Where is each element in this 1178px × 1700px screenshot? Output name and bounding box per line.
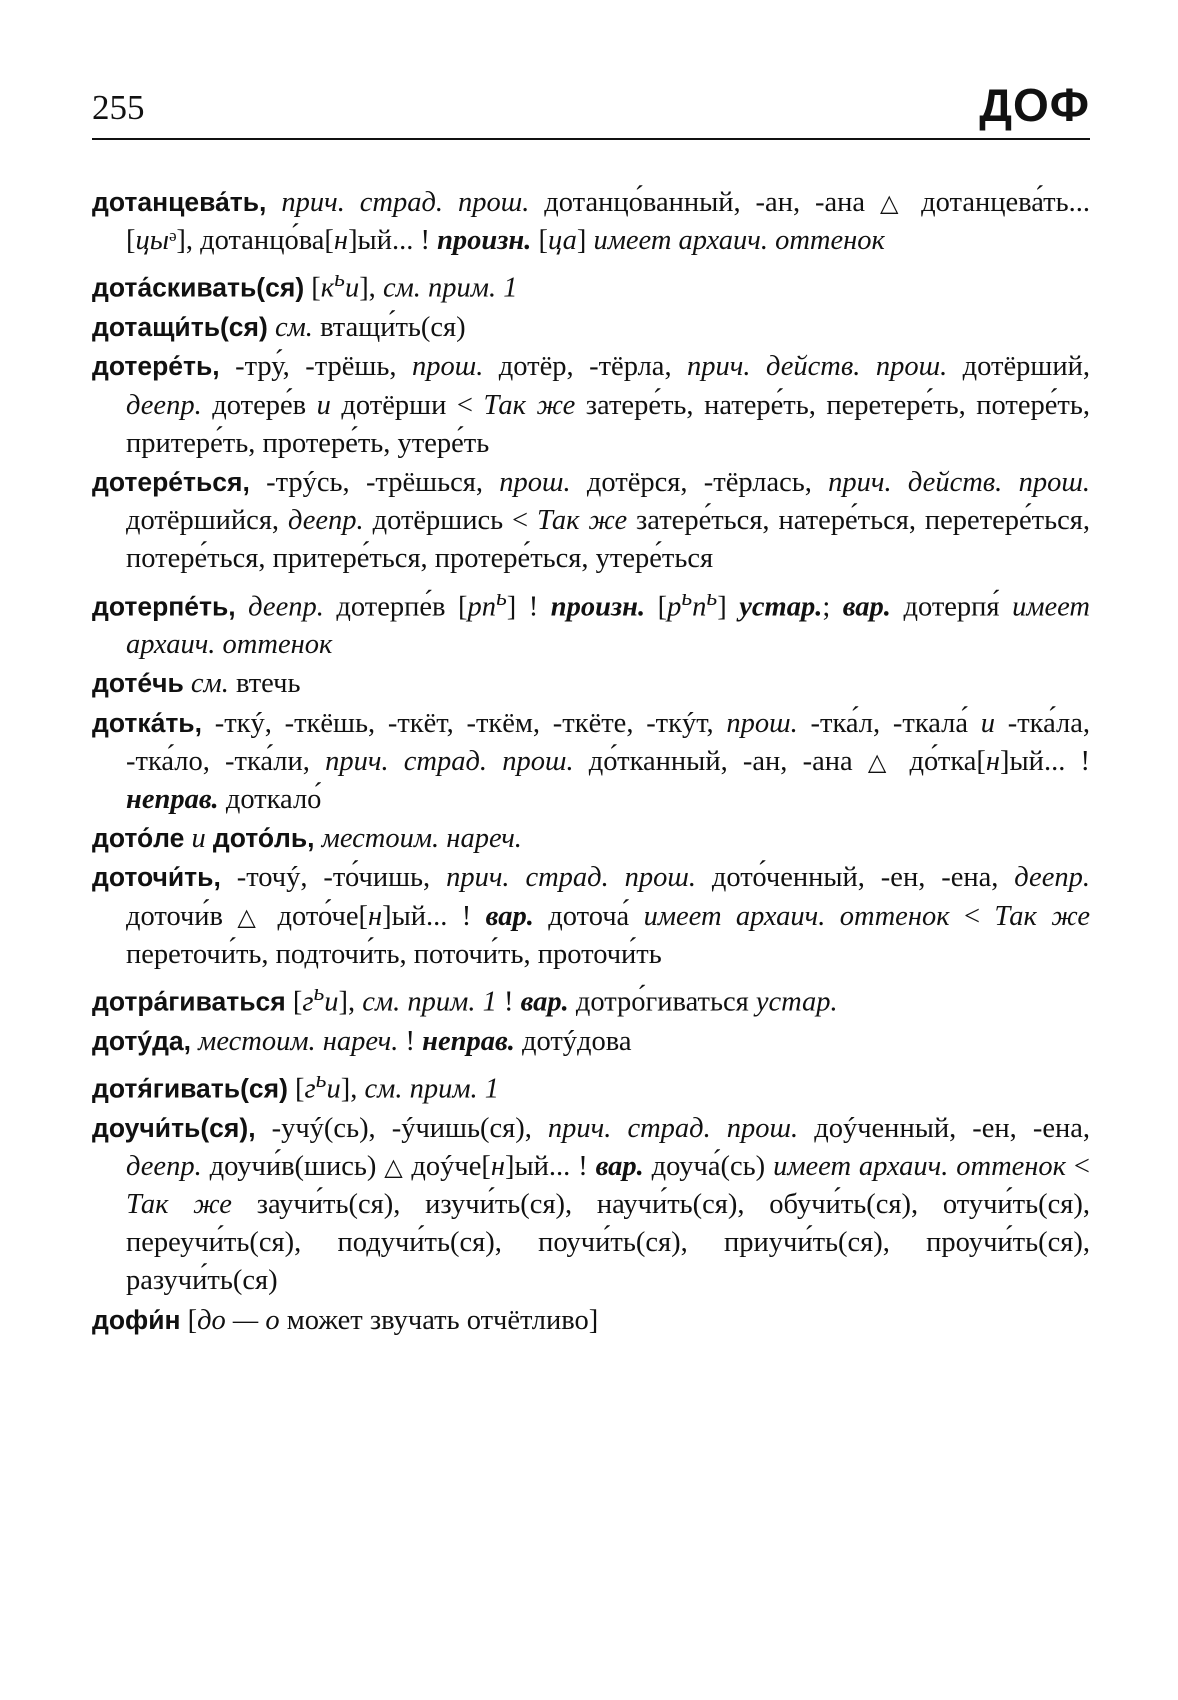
entry-dotech: дотéчь см. втечь [92,668,301,700]
headword: дотýда, [92,1025,191,1056]
triangle-icon: △ [237,902,264,931]
entry-dotole: дото́ле и дото́ль, местоим. нареч. [92,823,522,855]
entry-dotantsevat: дотанцева́ть, прич. страд. прош. дотанцо́ванный, -ан, -ана △ дотанцева́ть... [цыᵊ], дотанцо́ва[н]ый... ! произн. [ца] имеет архаич. оттенок [92,187,1090,257]
headword: дотанцева́ть, [92,187,267,217]
header-rule [92,138,1090,140]
entry-dotyagivat: дотя́гивать(ся) $[г^ьи]$, см. прим. 1 [92,1066,500,1105]
headword: доучи́ть(ся), [92,1112,256,1143]
entry-dotaskivat: дота́скивать(ся) $[к^ьи]$, см. прим. 1 [92,266,518,304]
entry-dotashchit: дотащи́ть(ся) см. втащи́ть(ся) [92,312,466,344]
entry-doterpet: дотерпе́ть, деепр. дотерпе́в $[рп^ь]$ ! произн. $[р^ьп^ь]$ устар.; вар. дотерпя́ имеет архаич. оттенок [92,584,1091,661]
headword: дото́ль, [212,823,315,854]
entry-doteretsya: дотере́ться, -трýсь, -трёшься, прош. дотёрся, -тёрлась, прич. действ. прош. дотёршийся, деепр. дотёршись < Так же затере́ться, натере́ться, перетере́ться, потере́ться, притере́ться, протере́ться, утере́ться [92,466,1091,575]
headword: дотя́гивать(ся) [92,1073,288,1104]
headword: дото́ле [92,823,185,854]
entry-dotkat: дотка́ть, -ткý, -ткёшь, -ткёт, -ткём, -ткёте, -ткýт, прош. -тка́л, -ткала́ и -тка́ла, -тка́ло, -тка́ли, прич. страд. прош. до́тканный, -ан, -ана △ до́тка[н]ый... ! неправ. доткало́ [92,707,1090,816]
headword: дотере́ться, [92,466,250,497]
entry-dofin: дофи́н [до — о может звучать отчётливо] [92,1304,599,1336]
entry-doteret: дотере́ть, -тру́, -трёшь, прош. дотёр, -тёрла, прич. действ. прош. дотёрший, деепр. дотере́в и дотёрши < Так же затере́ть, натере́ть, перетере́ть, потере́ть, притере́ть, протере́ть, утере́ть [92,351,1091,459]
entry-dotuda: дотýда, местоим. нареч. ! неправ. дотýдова [92,1025,632,1057]
page-header [92,78,1090,136]
dictionary-page [92,78,1090,1340]
headword: дотра́гиваться [92,986,286,1017]
headword: дофи́н [92,1304,181,1335]
triangle-icon: △ [384,1152,404,1181]
running-head: ДОФ [979,79,1090,131]
entry-dotochit: доточи́ть, -точý, -то́чишь, прич. страд. прош. дото́ченный, -ен, -ена, деепр. доточи́в △ дото́че[н]ый... ! вар. доточа́ имеет архаич. оттенок < Так же переточи́ть, подточи́ть, поточи́ть, проточи́ть [92,862,1091,970]
headword: дотерпе́ть, [92,591,236,622]
triangle-icon: △ [867,747,895,776]
page-number: 255 [92,88,145,127]
entry-douchit: доучи́ть(ся), -учý(сь), -ýчишь(ся), прич. страд. прош. доýченный, -ен, -ена, деепр. доучи́в(шись) △ доýче[н]ый... ! вар. доуча́(сь) имеет архаич. оттенок < Так же заучи́ть(ся), изучи́ть(ся), научи́ть(ся), обучи́ть(ся), отучи́ть(ся), переучи́ть(ся), подучи́ть(ся), поучи́ть(ся), приучи́ть(ся), проучи́ть(ся), разучи́ть(ся) [92,1112,1090,1297]
headword: дотéчь [92,668,184,699]
headword: дота́скивать(ся) [92,272,305,303]
entry-dotragivatsya: дотра́гиваться $[г^ьи]$, см. прим. 1 ! вар. дотро́гиваться устар. [92,980,838,1018]
entries [92,183,1090,1340]
headword: доточи́ть, [92,862,221,893]
triangle-icon: △ [879,189,907,217]
headword: дотащи́ть(ся) [92,312,268,343]
headword: дотере́ть, [92,351,220,382]
headword: дотка́ть, [92,707,202,738]
